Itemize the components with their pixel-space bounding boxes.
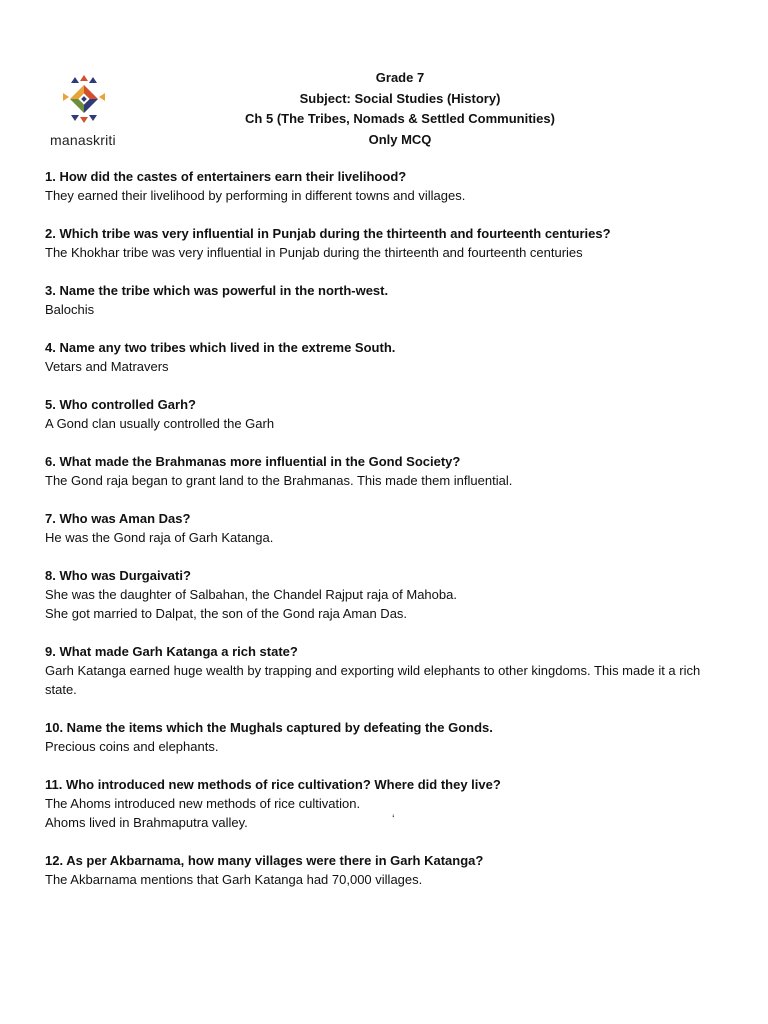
question: 11. Who introduced new methods of rice cultivation? Where did they live?	[45, 777, 501, 792]
answer: She was the daughter of Salbahan, the Chandel Rajput raja of Mahoba.	[45, 587, 457, 602]
answer: They earned their livelihood by performing in different towns and villages.	[45, 188, 466, 203]
answer: Garh Katanga earned huge wealth by trapping and exporting wild elephants to other kingdoms. This made it a rich state.	[45, 663, 701, 697]
answer: The Gond raja began to grant land to the Brahmanas. This made them influential.	[45, 473, 513, 488]
question: 6. What made the Brahmanas more influential in the Gond Society?	[45, 454, 461, 469]
answer: He was the Gond raja of Garh Katanga.	[45, 530, 274, 545]
question: 5. Who controlled Garh?	[45, 397, 196, 412]
question: 12. As per Akbarnama, how many villages were there in Garh Katanga?	[45, 853, 484, 868]
qa-item-10	[45, 718, 735, 756]
answer: Vetars and Matravers	[45, 359, 169, 374]
qa-item-1	[45, 167, 735, 205]
subject-line: Subject: Social Studies (History)	[299, 90, 501, 106]
qa-item-3	[45, 281, 735, 319]
chapter-line: Ch 5 (The Tribes, Nomads & Settled Communities)	[245, 111, 555, 126]
logo-wordmark: manaskriti	[50, 132, 116, 148]
grade-line: Grade 7	[375, 70, 425, 85]
answer: The Khokhar tribe was very influential in Punjab during the thirteenth and fourteenth centuries	[45, 245, 583, 260]
only-mcq-line: Only MCQ	[368, 131, 432, 147]
qa-item-6	[45, 452, 735, 490]
question: 7. Who was Aman Das?	[45, 511, 191, 526]
manaskriti-logo	[46, 72, 126, 152]
question: 2. Which tribe was very influential in Punjab during the thirteenth and fourteenth centuries?	[45, 226, 611, 241]
answer: The Akbarnama mentions that Garh Katanga had 70,000 villages.	[45, 872, 423, 887]
document-header	[150, 68, 650, 150]
answer: Precious coins and elephants.	[45, 739, 219, 754]
logo-emblem-icon	[61, 75, 107, 125]
question: 1. How did the castes of entertainers earn their livelihood?	[45, 169, 407, 184]
qa-list	[45, 167, 735, 908]
qa-item-11	[45, 775, 735, 832]
answer: Ahoms lived in Brahmaputra valley.	[45, 815, 248, 830]
answer: A Gond clan usually controlled the Garh	[45, 416, 275, 431]
question: 3. Name the tribe which was powerful in the north-west.	[45, 283, 389, 298]
answer: She got married to Dalpat, the son of the Gond raja Aman Das.	[45, 606, 408, 621]
qa-item-8	[45, 566, 735, 623]
qa-item-2	[45, 224, 735, 262]
qa-item-4	[45, 338, 735, 376]
qa-item-9	[45, 642, 735, 699]
question: 4. Name any two tribes which lived in the extreme South.	[45, 340, 396, 355]
stray-mark: ‘	[392, 812, 395, 826]
answer: The Ahoms introduced new methods of rice cultivation.	[45, 796, 361, 811]
qa-item-12	[45, 851, 735, 889]
qa-item-7	[45, 509, 735, 547]
question: 10. Name the items which the Mughals captured by defeating the Gonds.	[45, 720, 493, 735]
question: 8. Who was Durgaivati?	[45, 568, 191, 583]
question: 9. What made Garh Katanga a rich state?	[45, 644, 298, 659]
qa-item-5	[45, 395, 735, 433]
answer: Balochis	[45, 302, 95, 317]
